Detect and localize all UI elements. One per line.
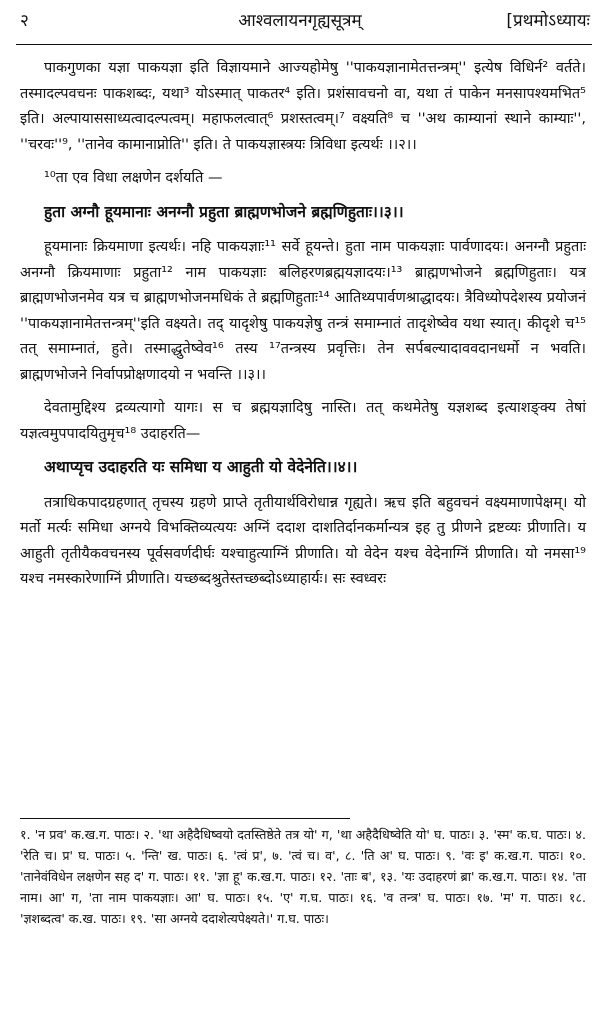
- footnote-divider: [20, 818, 350, 819]
- chapter-title: [प्रथमोऽध्यायः: [506, 11, 590, 31]
- commentary-paragraph: हूयमानाः क्रियमाणा इत्यर्थः। नहि पाकयज्ञाः¹¹ सर्वे हूयन्ते। हुता नाम पाकयज्ञाः पार्वणादयः। अनग्नौ प्रहुताः अनग्नौ क्रियमाणाः प्रहुता¹² नाम पाकयज्ञाः बलिहरणब्रह्मयज्ञादयः।¹³ ब्राह्मणभोजने ब्रह्मणिहुताः। यत्र ब्राह्मणभोजनमेव यत्र च ब्राह्मणभोजनमधिकं ते ब्रह्मणिहुताः¹⁴ आतिथ्यपार्वणश्राद्धादयः। त्रैविध्योपदेशस्य प्रयोजनं ''पाकयज्ञानामेतत्तन्त्रम्''इति वक्ष्यते। तद् यादृशेषु पाकयज्ञेषु तन्त्रं समाम्नातं तादृशेष्वेव यथा स्यात्। कीदृशे च¹⁵ तत् समाम्नातं, हुते। तस्माद्धुतेष्वेव¹⁶ तस्य ¹⁷तन्त्रस्य प्रवृत्तिः। तेन सर्पबल्यादाववदानधर्मो न भवति। ब्राह्मणभोजने निर्वापप्रोक्षणादयो न भवन्ति ।।३।।: [20, 239, 586, 383]
- page-number: २: [20, 11, 29, 31]
- book-title: आश्वलायनगृह्यसूत्रम्: [238, 11, 362, 31]
- footnotes: १. 'न प्रव' क.ख.ग. पाठः। २. 'था अहैदैधिष्वयो दतस्तिष्ठेते तत्र यो' ग, 'था अहैदैधिष्वेति यो' घ. पाठः। ३. 'स्म' क.घ. पाठः। ४. 'रेति च। प्र' घ. पाठः। ५. 'न्ति' ख. पाठः। ६. 'त्वं प्र', ७. 'त्वं च। व', ८. 'ति अ' घ. पाठः। ९. 'वः इ' क.ख.ग. पाठः। १०. 'तानेवंविधेन लक्षणेन सह द' ग. पाठः। ११. 'ज्ञा हू' क.ख.ग. पाठः। १२. 'ताः ब', १३. 'यः उदाहरणं ब्रा' क.ख.ग. पाठः। १४. 'ता नाम। आ' ग, 'ता नाम पाकयज्ञाः। आ' घ. पाठः। १५. 'ए' ग.घ. पाठः। १६. 'व तन्त्र' घ. पाठः। १७. 'म' ग. पाठः। १८. 'ज्ञशब्दत्व' क.ख. पाठः। १९. 'सा अग्नये ददाशेत्यपेक्ष्यते।' ग.घ. पाठः।: [20, 827, 586, 926]
- commentary-paragraph: पाकगुणका यज्ञा पाकयज्ञा इति विज्ञायमाने आज्यहोमेषु ''पाकयज्ञानामेतत्तन्त्रम्'' इत्येष विधिर्न² वर्तते। तस्मादल्पवचनः पाकशब्दः, यथा³ योऽस्मात् पाकतर⁴ इति। प्रशंसावचनो वा, यथा तं पाकेन मनसापश्यमभित⁵ इति। अल्पायाससाध्यत्वादल्पत्वम्। महाफलत्वात्⁶ प्रशस्तत्वम्।⁷ वक्ष्यति⁸ च ''अथ काम्यानां स्थाने काम्याः'', ''चरवः''⁹, ''तानेव कामानाप्नोति'' इति। ते पाकयज्ञास्त्रयः त्रिविधा इत्यर्थः ।।२।।: [20, 60, 586, 153]
- commentary-paragraph: तत्राधिकपादग्रहणात् तृचस्य ग्रहणे प्राप्ते तृतीयार्थविरोधान्न गृह्यते। ऋच इति बहुवचनं वक्ष्यमाणापेक्षम्। यो मर्तो मर्त्यः समिधा अग्नये विभक्तिव्यत्ययः अग्निं ददाश दाशतिर्दानकर्मान्यत्र इह तु प्रीणने द्रष्टव्यः प्रीणाति। य आहुती तृतीयैकवचनस्य पूर्वसवर्णदीर्घः यश्चाहुत्याग्निं प्रीणाति। यो वेदेन यश्च वेदेनाग्निं प्रीणाति। यो नमसा¹⁹ यश्च नमस्कारेणाग्निं प्रीणाति। यच्छब्दश्रुतेस्तच्छब्दोऽध्याहार्यः। सः स्वध्वरः: [20, 494, 586, 587]
- sutra-verse: हुता अग्नौ हूयमानाः अनग्नौ प्रहुता ब्राह्मणभोजने ब्रह्मणिहुताः।।३।।: [44, 202, 404, 221]
- main-text: [20, 56, 586, 601]
- sutra-verse: अथाप्यृच उदाहरति यः समिधा य आहुती यो वेदेनेति।।४।।: [44, 458, 358, 476]
- commentary-paragraph: देवतामुद्दिश्य द्रव्यत्यागो यागः। स च ब्रह्मयज्ञादिषु नास्ति। तत् कथमेतेषु यज्ञशब्द इत्याशङ्क्य तेषां यज्ञत्वमुपपादयितुमृच¹⁸ उदाहरति—: [20, 400, 586, 442]
- page-header: [0, 6, 600, 36]
- commentary-paragraph: ¹⁰ता एव विधा लक्षणेन दर्शयति —: [44, 170, 223, 186]
- header-divider: [16, 44, 592, 45]
